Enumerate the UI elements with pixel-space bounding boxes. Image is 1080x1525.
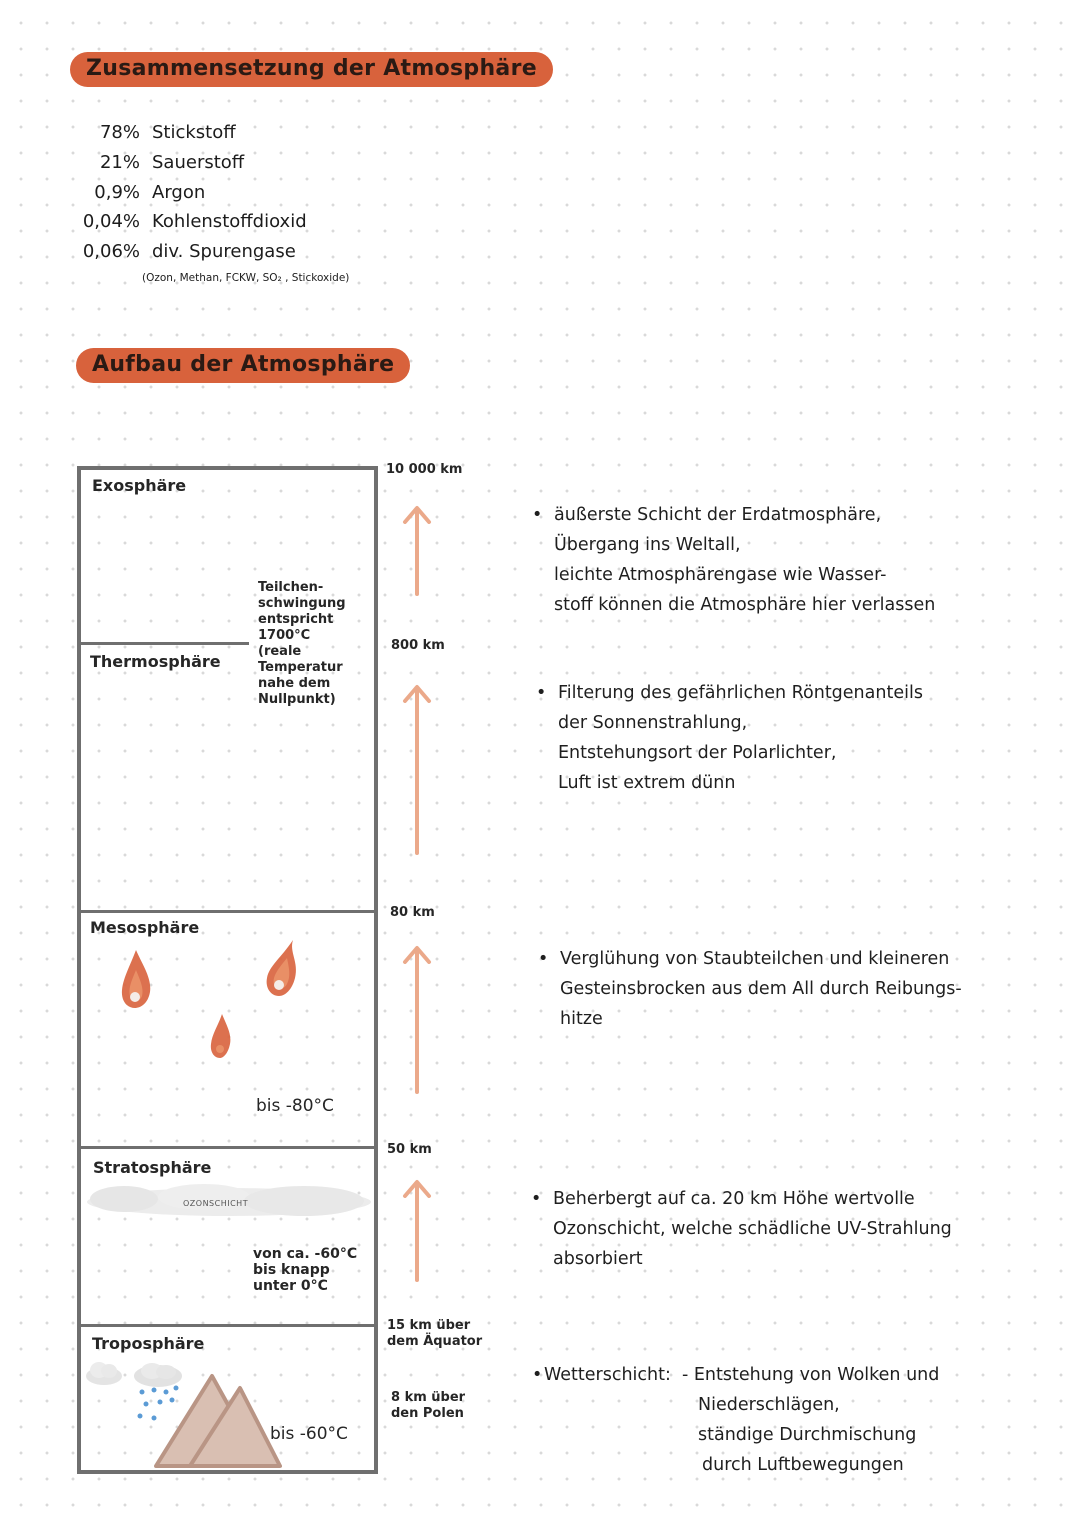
description-line: Übergang ins Weltall, [554,535,741,555]
gas-name: Kohlenstoffdioxid [152,211,307,232]
layer-mesosphere: Mesosphäre [90,918,200,937]
divider-thermo-meso [77,910,378,913]
bullet-icon: • [532,505,543,525]
gas-name: div. Spurengase [152,241,296,262]
note-line: Teilchen- [258,580,324,595]
description-line: Filterung des gefährlichen Röntgenanteils [558,683,923,703]
bullet-icon: • [531,1189,542,1209]
description-line: durch Luftbewegungen [702,1455,904,1475]
meso-temperature: bis -80°C [256,1096,334,1116]
layer-stratosphere: Stratosphäre [93,1158,212,1177]
cloud-icon [84,1360,124,1386]
altitude-50km: 50 km [387,1142,432,1157]
bullet-icon: • [536,683,547,703]
meteor-flame-icon [208,1012,234,1060]
altitude-line: 15 km über [387,1318,471,1333]
stratosphere-description [531,1184,952,1274]
description-line: leichte Atmosphärengase wie Wasser- [554,565,887,585]
gas-name: Stickstoff [152,122,236,143]
percentage: 21% [99,152,140,173]
exosphere-description [532,500,936,620]
bullet-icon: • [532,1365,543,1385]
arrow-up-icon [402,683,432,855]
structure-heading: Aufbau der Atmosphäre [76,348,410,383]
note-line: von ca. -60°C [253,1246,358,1262]
meteor-flame-icon [118,948,154,1010]
description-line: der Sonnenstrahlung, [558,713,748,733]
description-line: ständige Durchmischung [698,1425,917,1445]
altitude-line: 8 km über [391,1390,466,1405]
description-line: Beherbergt auf ca. 20 km Höhe wertvolle [553,1189,915,1209]
note-line: 1700°C [258,628,311,643]
frame-right [374,466,378,1474]
note-line: entspricht [258,612,334,627]
description-line: absorbiert [553,1249,643,1269]
strato-temperature [253,1246,357,1294]
altitude-80km: 80 km [390,905,435,920]
altitude-tropo-poles [391,1390,465,1422]
percentage: 0,04% [82,211,140,232]
arrow-up-icon [402,944,432,1094]
altitude-line: dem Äquator [387,1334,483,1349]
note-line: (reale [258,644,302,659]
description-line: Luft ist extrem dünn [558,773,736,793]
altitude-800km: 800 km [391,638,445,653]
troposphere-description [682,1360,939,1480]
description-line: - Entstehung von Wolken und [682,1365,940,1385]
divider-meso-strato [77,1146,378,1149]
percentage: 0,06% [82,241,140,262]
composition-row [78,241,296,262]
description-line: Entstehungsort der Polarlichter, [558,743,837,763]
layer-thermosphere: Thermosphäre [90,652,221,671]
altitude-tropo-equator [387,1318,482,1350]
trace-gases-note: (Ozon, Methan, FCKW, SO₂ , Stickoxide) [142,272,350,284]
percentage: 0,9% [94,182,140,203]
frame-bottom [77,1470,378,1474]
thermosphere-description [536,678,923,798]
percentage: 78% [99,122,140,143]
description-line: Gesteinsbrocken aus dem All durch Reibungs- [560,979,962,999]
tropo-temperature: bis -60°C [270,1424,348,1444]
arrow-up-icon [402,1178,432,1282]
description-line: äußerste Schicht der Erdatmosphäre, [554,505,882,525]
bullet-icon: • [538,949,549,969]
thermo-temperature-note [258,580,346,708]
divider-exo-thermo [77,642,249,645]
note-line: schwingung [258,596,346,611]
layer-exosphere: Exosphäre [92,476,187,495]
weather-layer-label: Wetterschicht: [544,1365,671,1385]
description-line: Ozonschicht, welche schädliche UV-Strahlung [553,1219,952,1239]
altitude-line: den Polen [391,1406,464,1421]
altitude-10000km: 10 000 km [386,462,463,477]
note-line: Nullpunkt) [258,692,336,707]
gas-name: Argon [152,182,206,203]
ozone-label: OZONSCHICHT [183,1199,249,1208]
composition-row [78,211,307,232]
arrow-up-icon [402,504,432,596]
divider-strato-tropo [77,1324,378,1327]
note-line: Temperatur [258,660,343,675]
composition-row [78,122,236,143]
composition-row [78,152,244,173]
composition-heading: Zusammensetzung der Atmosphäre [70,52,553,87]
layer-troposphere: Troposphäre [92,1334,205,1353]
mesosphere-description [538,944,962,1034]
composition-row [78,182,205,203]
frame-left [77,466,81,1474]
description-line: stoff können die Atmosphäre hier verlassen [554,595,936,615]
meteor-flame-icon [263,938,301,998]
description-line: Verglühung von Staubteilchen und kleineren [560,949,950,969]
description-line: hitze [560,1009,603,1029]
description-line: Niederschlägen, [698,1395,840,1415]
note-line: bis knapp [253,1262,330,1278]
note-line: nahe dem [258,676,331,691]
frame-top [77,466,378,470]
note-line: unter 0°C [253,1278,328,1294]
mountain-icon [152,1372,282,1468]
troposphere-label [532,1360,671,1390]
gas-name: Sauerstoff [152,152,245,173]
